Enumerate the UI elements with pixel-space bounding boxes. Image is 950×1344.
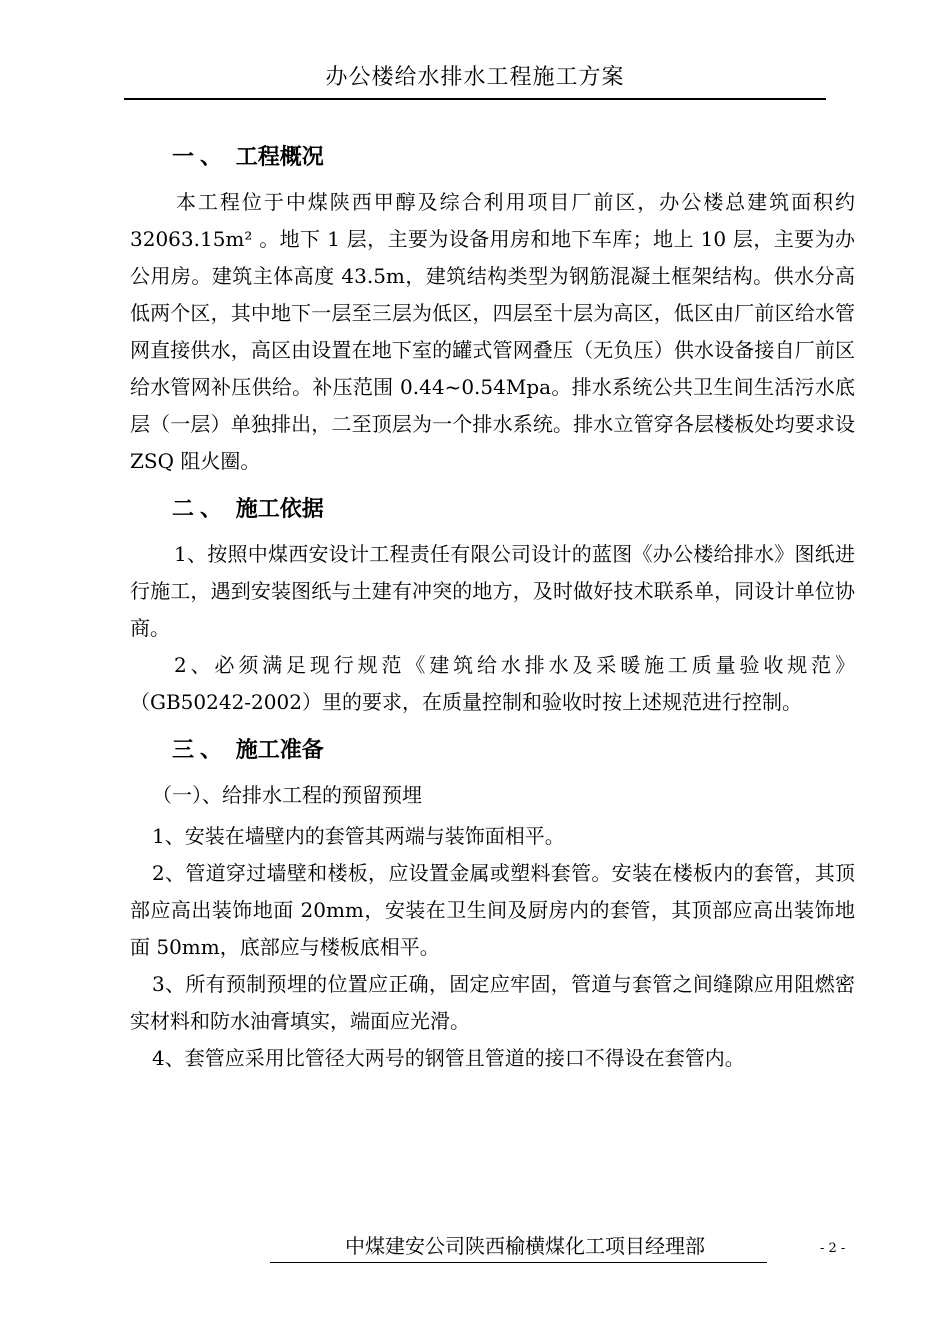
footer-divider [270,1262,767,1263]
preparation-item-1: 1、安装在墙壁内的套管其两端与装饰面相平。 [152,824,565,848]
section-heading-preparation [130,731,855,769]
page-number: - 2 - [820,1241,846,1256]
overview-paragraph: 本工程位于中煤陕西甲醇及综合利用项目厂前区，办公楼总建筑面积约 32063.15m² 。地下 1 层，主要为设备用房和地下车库；地上 10 层，主要为办公用房。建筑主体高度 43.5m，建筑结构类型为钢筋混凝土框架结构。供水分高低两个区，其中地下一层至三层为低区，四层至十层为高区，低区由厂前区给水管网直接供水，高区由设置在地下室的罐式管网叠压（无负压）供水设备接自厂前区给水管网补压供给。补压范围 0.44~0.54Mpa。排水系统公共卫生间生活污水底层（一层）单独排出，二至顶层为一个排水系统。排水立管穿各层楼板处均要求设 ZSQ 阻火圈。 [130,190,855,473]
page-header-title: 办公楼给水排水工程施工方案 [325,65,625,90]
section-title: 施工依据 [235,496,324,522]
section-title: 工程概况 [235,144,324,170]
section-title: 施工准备 [235,737,324,763]
preparation-item-4: 4、套管应采用比管径大两号的钢管且管道的接口不得设在套管内。 [152,1046,745,1070]
section-number: 二、 [172,496,229,522]
footer-organization: 中煤建安公司陕西榆横煤化工项目经理部 [345,1234,705,1258]
document-body [130,138,855,1077]
basis-paragraph-1: 1、按照中煤西安设计工程责任有限公司设计的蓝图《办公楼给排水》图纸进行施工，遇到安装图纸与土建有冲突的地方，及时做好技术联系单，同设计单位协商。 [130,542,855,640]
preparation-item-2: 2、管道穿过墙壁和楼板，应设置金属或塑料套管。安装在楼板内的套管，其顶部应高出装饰地面 20mm，安装在卫生间及厨房内的套管，其顶部应高出装饰地面 50mm，底部应与楼板底相平。 [130,861,855,959]
section-number: 三、 [172,737,229,763]
section-number: 一、 [172,144,229,170]
section-heading-basis [130,490,855,528]
preparation-item-3: 3、所有预制预埋的位置应正确，固定应牢固，管道与套管之间缝隙应用阻燃密实材料和防水油膏填实，端面应光滑。 [130,972,855,1033]
section-heading-overview [130,138,855,176]
preparation-subheading: （一）、给排水工程的预留预埋 [152,783,422,807]
header-divider [124,98,826,100]
basis-paragraph-2: 2、必须满足现行规范《建筑给水排水及采暖施工质量验收规范》（GB50242-2002）里的要求，在质量控制和验收时按上述规范进行控制。 [130,653,855,714]
